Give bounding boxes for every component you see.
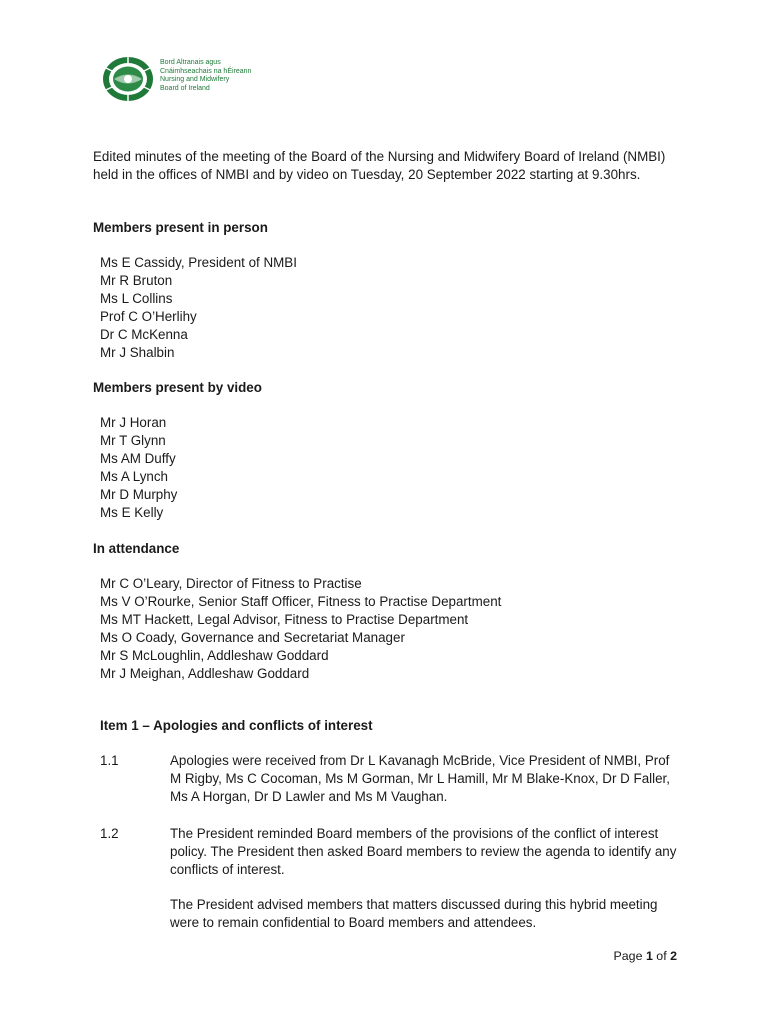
list-item: Ms E Kelly (100, 505, 164, 520)
list-item: Ms E Cassidy, President of NMBI (100, 255, 297, 270)
page-number (614, 948, 677, 964)
list-item: Mr D Murphy (100, 487, 178, 502)
logo-line-2: Cnáimhseachais na hÉireann (160, 67, 252, 75)
list-item: Prof C O’Herlihy (100, 309, 197, 324)
list-item: Mr R Bruton (100, 273, 173, 288)
item-1-heading: Item 1 – Apologies and conflicts of interest (100, 718, 373, 733)
globe-logo-icon (100, 54, 156, 104)
list-by-video (100, 414, 177, 522)
heading-by-video: Members present by video (93, 380, 262, 395)
list-item: Ms MT Hackett, Legal Advisor, Fitness to Practise Department (100, 612, 469, 627)
logo-line-4: Board of Ireland (160, 84, 210, 92)
list-item: Mr J Meighan, Addleshaw Goddard (100, 666, 310, 681)
list-item: Ms A Lynch (100, 469, 168, 484)
logo-line-3: Nursing and Midwifery (160, 76, 230, 84)
page-label: Page (613, 949, 643, 963)
list-item: Ms L Collins (100, 291, 173, 306)
logo-line-1: Bord Altranais agus (160, 59, 221, 66)
list-item: Dr C McKenna (100, 327, 188, 342)
list-item: Ms V O’Rourke, Senior Staff Officer, Fitness to Practise Department (100, 594, 502, 609)
page-of-label: of (656, 949, 667, 963)
list-item: Mr S McLoughlin, Addleshaw Goddard (100, 648, 329, 663)
page-total: 2 (670, 949, 677, 963)
item-1-2-number: 1.2 (100, 826, 119, 841)
list-item: Mr T Glynn (100, 433, 166, 448)
logo-wordmark (160, 59, 251, 93)
list-item: Mr J Shalbin (100, 345, 175, 360)
list-item: Mr J Horan (100, 415, 167, 430)
list-in-person (100, 254, 297, 362)
list-item: Mr C O’Leary, Director of Fitness to Practise (100, 576, 362, 591)
heading-in-attendance: In attendance (93, 541, 180, 556)
item-1-2-text-continued: The President advised members that matters discussed during this hybrid meeting were to remain confidential to Board members and attendees. (170, 897, 658, 930)
list-item: Ms O Coady, Governance and Secretariat Manager (100, 630, 405, 645)
list-item: Ms AM Duffy (100, 451, 176, 466)
nmbi-logo (100, 54, 260, 104)
page-current: 1 (645, 949, 653, 963)
list-in-attendance (100, 575, 501, 683)
item-1-1-number: 1.1 (100, 753, 119, 768)
item-1-1-text: Apologies were received from Dr L Kavanagh McBride, Vice President of NMBI, Prof M Rigby, Ms C Cocoman, Ms M Gorman, Mr L Hamill, Mr M Blake-Knox, Dr D Faller, Ms A Horgan, Dr D Lawler and Ms M Vaughan. (170, 753, 670, 804)
heading-in-person: Members present in person (93, 220, 268, 235)
intro-paragraph: Edited minutes of the meeting of the Board of the Nursing and Midwifery Board of Ireland (NMBI) held in the offices of NMBI and by video on Tuesday, 20 September 2022 starting at 9.30hrs. (93, 149, 666, 182)
item-1-2-text: The President reminded Board members of the provisions of the conflict of interest policy. The President then asked Board members to review the agenda to identify any conflicts of interest. (170, 826, 677, 877)
